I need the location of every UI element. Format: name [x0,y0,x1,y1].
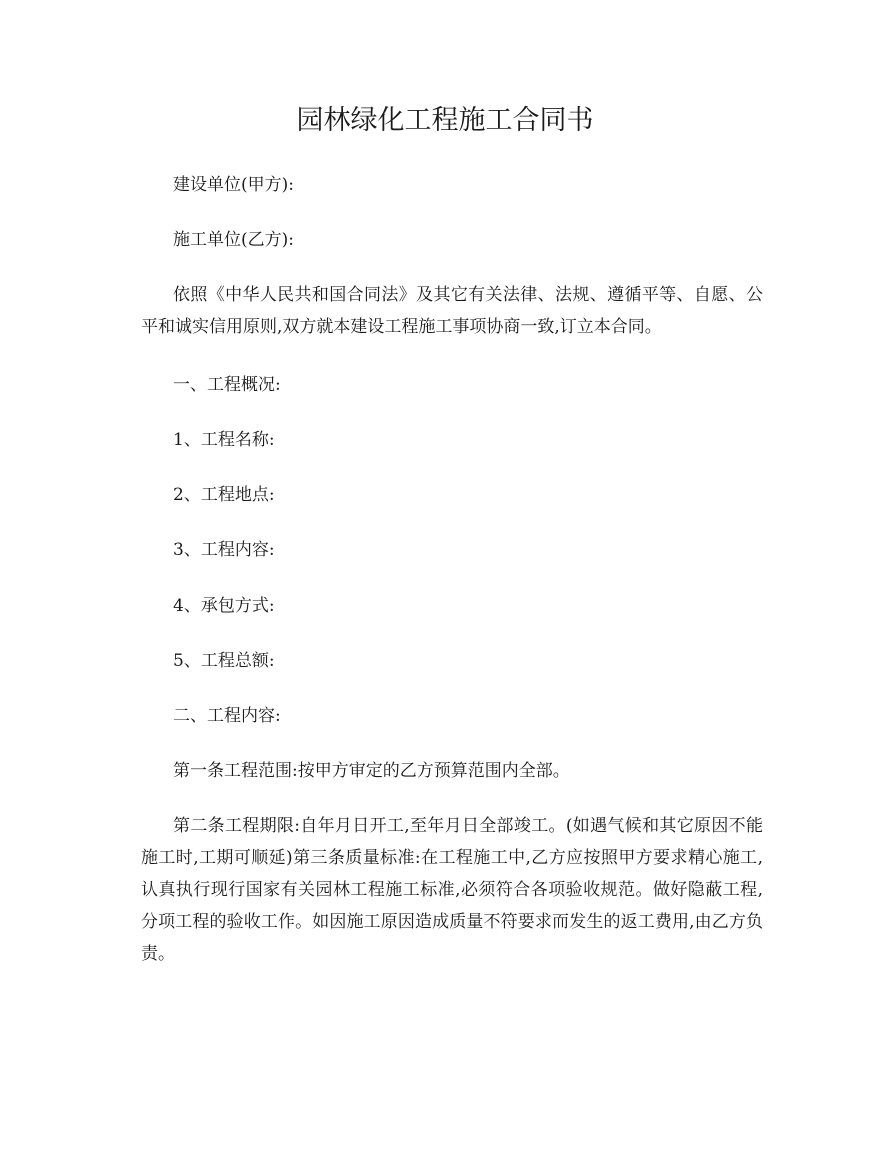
article-schedule-quality: 第二条工程期限:自年月日开工,至年月日全部竣工。(如遇气候和其它原因不能施工时,工期可顺延)第三条质量标准:在工程施工中,乙方应按照甲方要求精心施工,认真执行现行国家有关园林工程施工标准,必须符合各项验收规范。做好隐蔽工程,分项工程的验收工作。如因施工原因造成质量不符要求而发生的返工费用,由乙方负责。 [141,816,763,964]
item-project-total: 5、工程总额: [173,651,275,671]
preamble-paragraph: 依照《中华人民共和国合同法》及其它有关法律、法规、遵循平等、自愿、公平和诚实信用原则,双方就本建设工程施工事项协商一致,订立本合同。 [141,285,763,337]
section-heading-overview: 一、工程概况: [173,375,281,395]
article-scope: 第一条工程范围:按甲方审定的乙方预算范围内全部。 [173,761,570,781]
item-project-content: 3、工程内容: [173,540,275,560]
item-project-location: 2、工程地点: [173,485,275,505]
item-contract-method: 4、承包方式: [173,596,275,616]
item-project-name: 1、工程名称: [173,430,275,450]
party-b-field: 施工单位(乙方): [173,230,294,250]
document-title: 园林绿化工程施工合同书 [296,105,594,136]
section-heading-content: 二、工程内容: [173,706,281,726]
party-a-field: 建设单位(甲方): [173,175,294,195]
